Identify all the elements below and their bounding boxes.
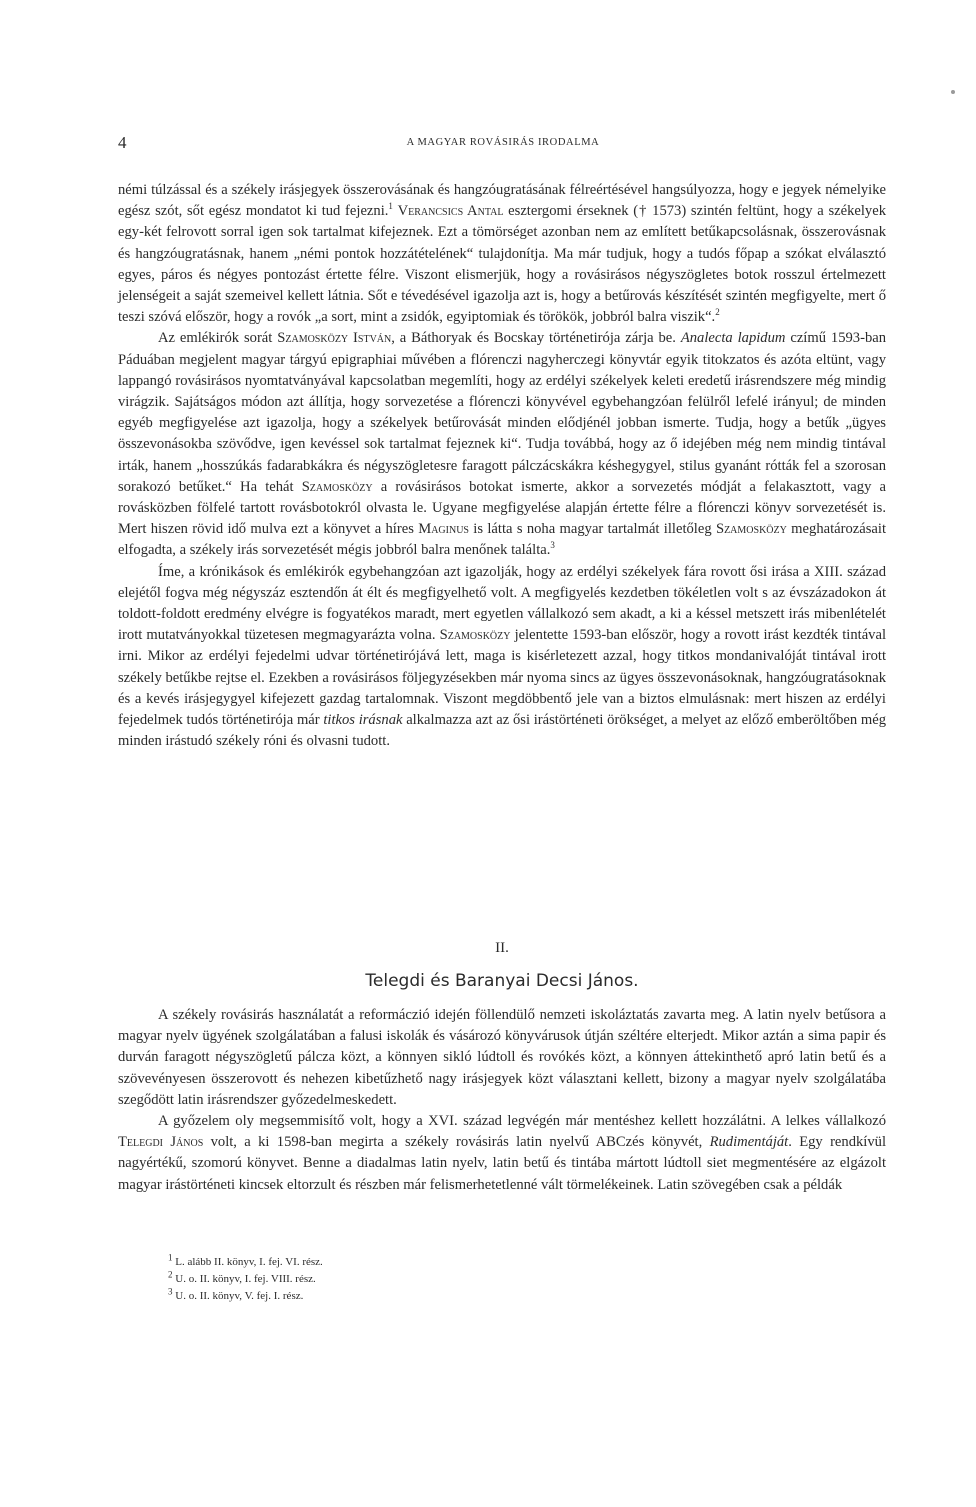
text-run: alkalmazza azt az ősi irástörténeti örökséget, a melyet az előző emberöltőben még minden irástudó székely róni és olvasni tudott.	[118, 712, 886, 750]
text-run: , a Báthoryak és Bocskay történetirója zárja be.	[391, 330, 681, 347]
footnote-mark: 3	[168, 1286, 173, 1297]
text-run: Íme, a krónikások és emlékirók egybehangzóan azt igazolják, hogy az erdélyi székelyek fára rovott ősi irása a XIII. század elejétől fogva még négyszáz esztendőn át élt és megfigyelhető volt. A megfigyelés kezdetben tökéletlen volt s az évszázadokon át toldott-foldott eredmény elvégre is fogyatékos maradt, mert egyetlen vállalkozó sem akadt, a ki a késsel metszett irás mibenlételét irott mutatványokkal tüzetesen megmagyarázta volna.	[118, 563, 886, 644]
text-run: némi túlzással és a székely irásjegyek összerovásának és hangzóugratásának félreértésével hangsúlyozza, hogy e jegyek némelyike egész szót, sőt egész mondatot ki tud fejezni.	[118, 182, 886, 220]
footnote-text: L. alább II. könyv, I. fej. VI. rész.	[175, 1256, 323, 1268]
text-run: volt, a ki 1598-ban megirta a székely rovásirás latin nyelvű ABCzés könyvét,	[203, 1134, 710, 1151]
emphasis: titkos irásnak	[323, 712, 403, 729]
text-run: . Egy rendkívül nagyértékű, szomorú könyvet. Benne a diadalmas latin nyelv, latin betű és tintába mártott lúdtoll siet megmentésére az elgázolt magyar irástörténeti kincsek eltorzult és részben már felismerhetetlenné vált törmelékeinek. Latin szövegében csak a példák	[118, 1134, 886, 1193]
author-name: Maginus	[418, 521, 469, 538]
text-run: esztergomi érseknek († 1573) szintén feltünt, hogy a székelyek egy-két felrovott sorral igen sok tartalmat kifejeznek. Ezt a tömörséget azonban nem az említett betűkapcsolásnak, összerovásnak és hangzóugratásnak, hanem „némi pontok hozzátételének“ tulajdonítja. Ma már tudjuk, hogy a tudós főpap a szókat elválasztó egyes, páros és négyes pontozást értette félre. Viszont elismerjük, hogy a rovásirásos négyszögletes botok rosszul értelmezett jelenségeit a saját szemeivel kellett látnia. Sőt e tévedésével igazolja azt is, hogy a betűrovás készítését szintén megfigyelte, mert ő teszi szóvá először, hogy a rovók „a sort, mint a zsidók, egyiptomiak és törökök, jobbról balra viszik“.	[118, 203, 887, 326]
footnote-ref: 2	[715, 307, 720, 318]
text-run: A győzelem oly megsemmisítő volt, hogy a XVI. század legvégén már mentéshez kellett hozzálátni. A lelkes vállalkozó	[158, 1113, 886, 1130]
footnote-ref: 3	[550, 540, 555, 551]
text-run: meghatározásait elfogadta, a székely irás sorvezetését mégis jobbról balra menőnek találta.	[118, 521, 886, 559]
text-run: Az emlékirók sorát	[158, 330, 278, 347]
paragraph-2	[118, 328, 886, 561]
section-number: II.	[495, 940, 509, 956]
section-body	[118, 1005, 886, 1196]
text-run: a rovásirásos botokat ismerte, akkor a sorvezetés módját a felakasztott, vagy a rovásközben fölfelé tartott rovásbotokról olvasta le. Ugyane megfigyelése alapján értette félre a flórenczi könyv sorvezetését is. Mert hiszen rövid idő mulva ezt a könyvet a híres	[118, 478, 886, 538]
author-name: Telegdi János	[118, 1134, 204, 1151]
body-text	[118, 180, 886, 752]
footnote-mark: 1	[168, 1252, 173, 1263]
section-heading	[118, 938, 886, 992]
work-title: Rudimentáját	[709, 1134, 789, 1151]
author-name: Szamosközy	[439, 627, 511, 644]
paragraph-5	[118, 1111, 886, 1196]
footnote-mark: 2	[168, 1269, 173, 1280]
footnote	[168, 1288, 323, 1305]
author-name: Szamosközy István	[277, 330, 392, 347]
footnote	[168, 1254, 323, 1271]
author-name: Szamosközy	[301, 478, 373, 495]
paragraph-3	[118, 562, 886, 753]
text-run: czímű 1593-ban Páduában megjelent magyar tárgyú epigraphiai művében a flórenczi nagyherczegi könyvtár egyik titokzatos és azóta eltünt, vagy lappangó rovásirásos nyomtatványával kapcsolatban megemlíti, hogy az erdélyi székelyek keleti eredetű irásrendszere még mindig virágzik. Sajátságos módon azt állítja, hogy sorvezetése a flórenczi könyvével egybehangzóan felülről lefelé irányul; de minden egyéb megfigyelése azt igazolja, hogy a székelyek betűrovását minden elődjénél jobban ismerte. Tudja, hogy a betűk „ügyes összevonásokba szövődve, igen kevéssel sok tartalmat fejeznek ki“. Tudja továbbá, hogy az ő idejében még nem mindig tintával irták, hanem „hosszúkás fadarabkákra és négyszögletesre faragott pálczácskákra késhegygyel, stilus gyanánt rótták fel a szorosan sorakozó betűket.“ Ha tehát	[118, 330, 887, 495]
footnote-text: U. o. II. könyv, I. fej. VIII. rész.	[175, 1273, 316, 1285]
paragraph-1	[118, 180, 886, 328]
footnote-text: U. o. II. könyv, V. fej. I. rész.	[175, 1290, 304, 1302]
author-name: Szamosközy	[715, 521, 787, 538]
print-speck	[951, 90, 955, 94]
author-name: Verancsics Antal	[397, 203, 504, 220]
section-title: Telegdi és Baranyai Decsi János.	[365, 971, 639, 991]
footnote	[168, 1271, 323, 1288]
page-number: 4	[118, 133, 127, 152]
paragraph-4: A székely rovásirás használatát a reformáczió idején föllendülő nemzeti iskoláztatás zavarta meg. A latin nyelv betűsora a magyar nyelv ügyének szolgálatában a falusi iskolák és vásározó könyvárusok útján széltére elterjedt. Mikor aztán a sima papir és durván faragott négyszögletű pálcza közt, a könnyen sikló lúdtoll és rovókés közt, a könnyen áttekinthető apró latin betű és a szövevényesen összerovott és nehezen kibetűzhető nagy irásjegyek közt választani kellett, bizony a magyar nyelv szolgálatába szegődött latin irásrendszer győzedelmeskedett.	[118, 1007, 886, 1108]
work-title: Analecta lapidum	[680, 330, 786, 347]
footnote-ref: 1	[388, 201, 393, 212]
text-run: is látta s noha magyar tartalmát illetőleg	[468, 521, 716, 538]
page-header	[118, 133, 888, 157]
footnotes	[168, 1254, 323, 1305]
running-head: A MAGYAR ROVÁSIRÁS IRODALMA	[406, 137, 600, 148]
text-run: jelentette 1593-ban először, hogy a rovott irást kezdték tintával irni. Mikor az erdélyi fejedelmi udvar történetirójává lett, maga is kisérletezett azzal, hogy titkos mondanivalóját tintával irott székely betűkbe rejtse el. Ezekben a rovásirásos följegyzésekben már nyoma sincs az ügyes összevonásoknak, hangzóugratásoknak és a kevés irásjegygyel kifejezett gazdag tartalomnak. Viszont megdöbbentő jele van a biztos elmulásnak: mert hiszen az erdélyi fejedelmek tudós történetirója már	[118, 627, 887, 729]
